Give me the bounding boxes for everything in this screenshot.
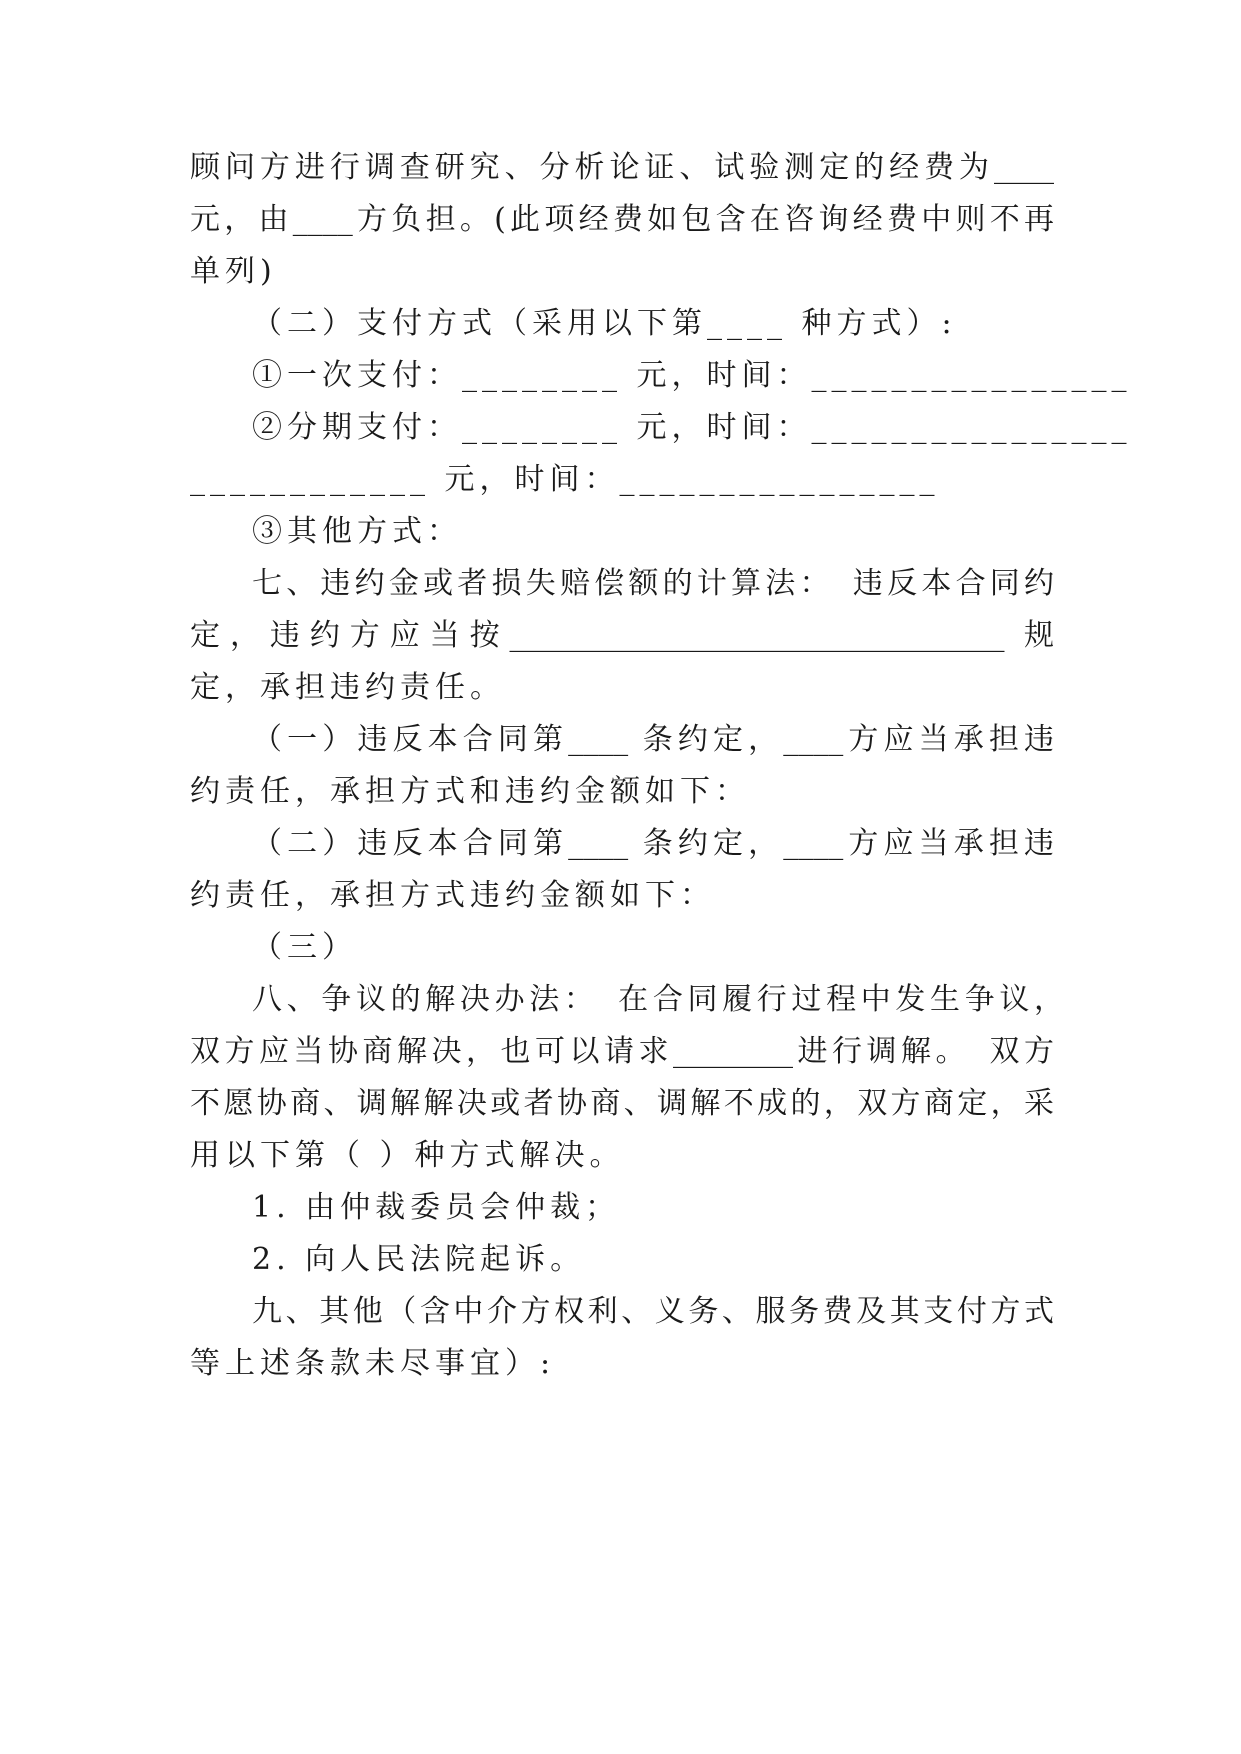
text-line: 定，承担违约责任。 [190, 670, 505, 705]
text-line: 九、其他（含中介方权利、义务、服务费及其支付方式 [252, 1294, 1054, 1329]
text-line: 定，违约方应当按_________________________________ 规 [190, 618, 1054, 653]
text-line: 约责任，承担方式违约金额如下： [190, 878, 715, 913]
text-line: （三） [252, 930, 357, 965]
text-line: 等上述条款未尽事宜）: [190, 1346, 556, 1381]
text-line: ____________ 元，时间：________________ [190, 462, 940, 497]
text-line: 1. 由仲裁委员会仲裁； [252, 1190, 621, 1225]
text-line: 七、违约金或者损失赔偿额的计算法： 违反本合同约 [252, 566, 1054, 601]
text-line: 约责任，承担方式和违约金额如下： [190, 774, 750, 809]
text-line: 顾问方进行调查研究、分析论证、试验测定的经费为____ [190, 150, 1054, 185]
text-line: 元，由____方负担。(此项经费如包含在咨询经费中则不再 [190, 202, 1054, 237]
text-line: 不愿协商、调解解决或者协商、调解不成的，双方商定，采 [190, 1086, 1054, 1121]
text-line: ①一次支付：________ 元，时间：________________ [252, 358, 1132, 393]
text-line: 2. 向人民法院起诉。 [252, 1242, 586, 1277]
text-line: ②分期支付：________ 元，时间：________________ [252, 410, 1132, 445]
text-line: 用以下第（ ）种方式解决。 [190, 1138, 625, 1173]
text-line: 单列) [190, 254, 277, 289]
text-line: 双方应当协商解决，也可以请求________进行调解。 双方 [190, 1034, 1054, 1069]
text-line: （一）违反本合同第____ 条约定，____方应当承担违 [252, 722, 1054, 757]
text-line: 八、争议的解决办法： 在合同履行过程中发生争议， [252, 982, 1064, 1017]
text-line: （二）违反本合同第____ 条约定，____方应当承担违 [252, 826, 1054, 861]
text-line: ③其他方式： [252, 514, 462, 549]
text-line: （二）支付方式（采用以下第____ 种方式）: [252, 306, 957, 341]
